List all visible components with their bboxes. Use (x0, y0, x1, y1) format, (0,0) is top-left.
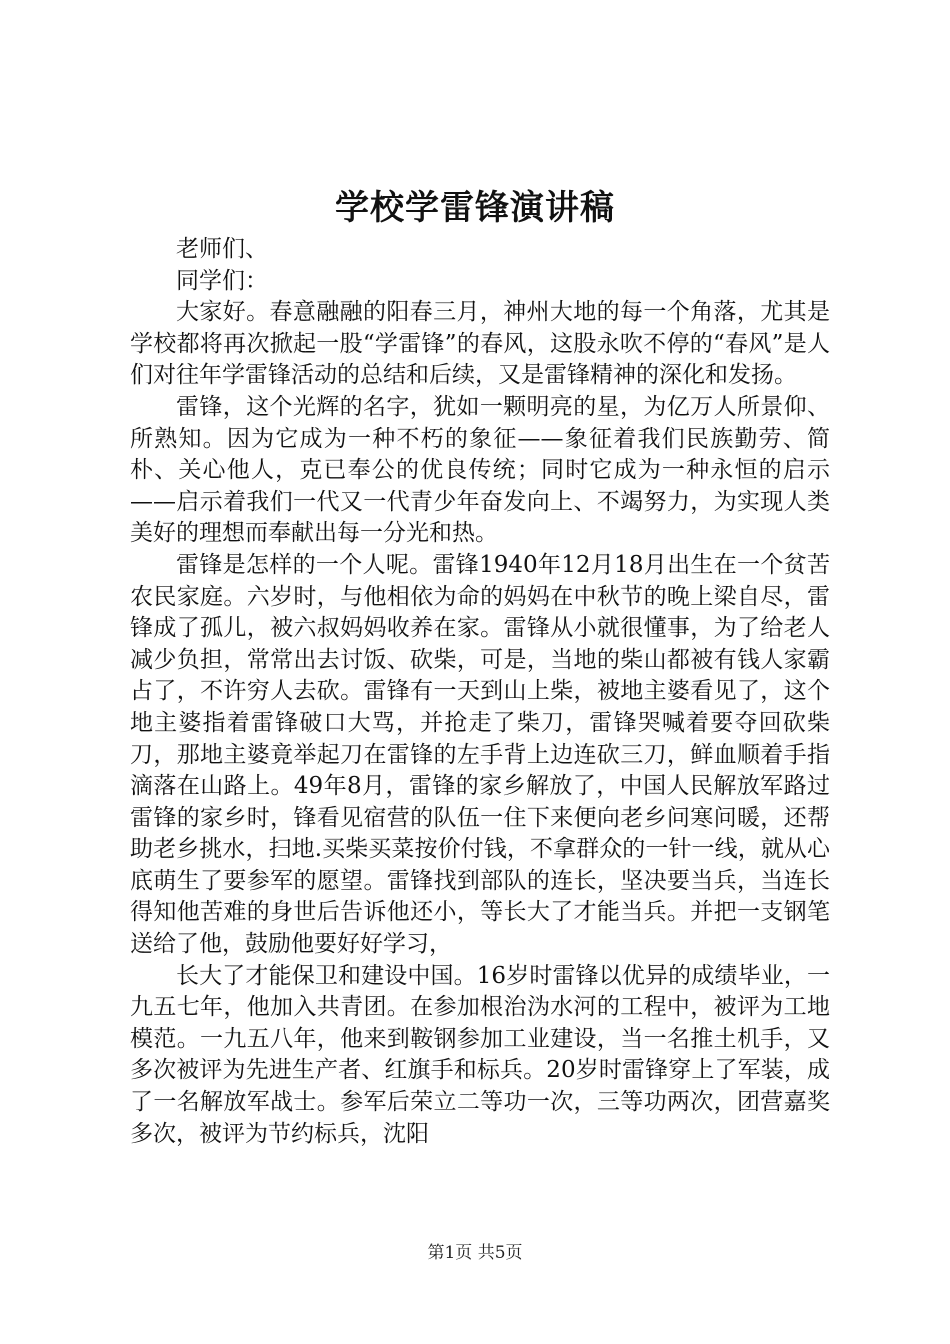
body-paragraph: 雷锋，这个光辉的名字，犹如一颗明亮的星，为亿万人所景仰、所熟知。因为它成为一种不朽的象征——象征着我们民族勤劳、简朴、关心他人，克已奉公的优良传统；同时它成为一种永恒的启示——启示着我们一代又一代青少年奋发向上、不竭努力，为实现人类美好的理想而奉献出每一分光和热。 (130, 393, 830, 547)
document-body (130, 234, 830, 1150)
greeting-line: 同学们： (176, 267, 268, 294)
body-paragraph: 雷锋是怎样的一个人呢。雷锋1940年12月18月出生在一个贫苦农民家庭。六岁时，与他相依为命的妈妈在中秋节的晚上梁自尽，雷锋成了孤儿，被六叔妈妈收养在家。雷锋从小就很懂事，为了给老人减少负担，常常出去讨饭、砍柴，可是，当地的柴山都被有钱人家霸占了，不许穷人去砍。雷锋有一天到山上柴，被地主婆看见了，这个地主婆指着雷锋破口大骂，并抢走了柴刀，雷锋哭喊着要夺回砍柴刀，那地主婆竟举起刀在雷锋的左手背上边连砍三刀，鲜血顺着手指滴落在山路上。49年8月，雷锋的家乡解放了，中国人民解放军路过雷锋的家乡时，锋看见宿营的队伍一住下来便向老乡问寒问暖，还帮助老乡挑水，扫地.买柴买菜按价付钱，不拿群众的一针一线，就从心底萌生了要参军的愿望。雷锋找到部队的连长，坚决要当兵，当连长得知他苦难的身世后告诉他还小，等长大了才能当兵。并把一支钢笔送给了他，鼓励他要好好学习， (130, 551, 830, 958)
body-paragraph: 大家好。春意融融的阳春三月，神州大地的每一个角落，尤其是学校都将再次掀起一股“学雷锋”的春风，这股永吹不停的“春风”是人们对往年学雷锋活动的总结和后续，又是雷锋精神的深化和发扬。 (130, 299, 830, 389)
body-paragraph: 长大了才能保卫和建设中国。16岁时雷锋以优异的成绩毕业，一九五七年，他加入共青团。在参加根治沩水河的工程中，被评为工地模范。一九五八年，他来到鞍钢参加工业建设，当一名推土机手，又多次被评为先进生产者、红旗手和标兵。20岁时雷锋穿上了军装，成了一名解放军战士。参军后荣立二等功一次，三等功两次，团营嘉奖多次，被评为节约标兵，沈阳 (130, 962, 830, 1147)
page-number-footer: 第1页 共5页 (427, 1243, 523, 1263)
greeting-line: 老师们、 (176, 236, 268, 262)
document-title: 学校学雷锋演讲稿 (335, 188, 615, 228)
